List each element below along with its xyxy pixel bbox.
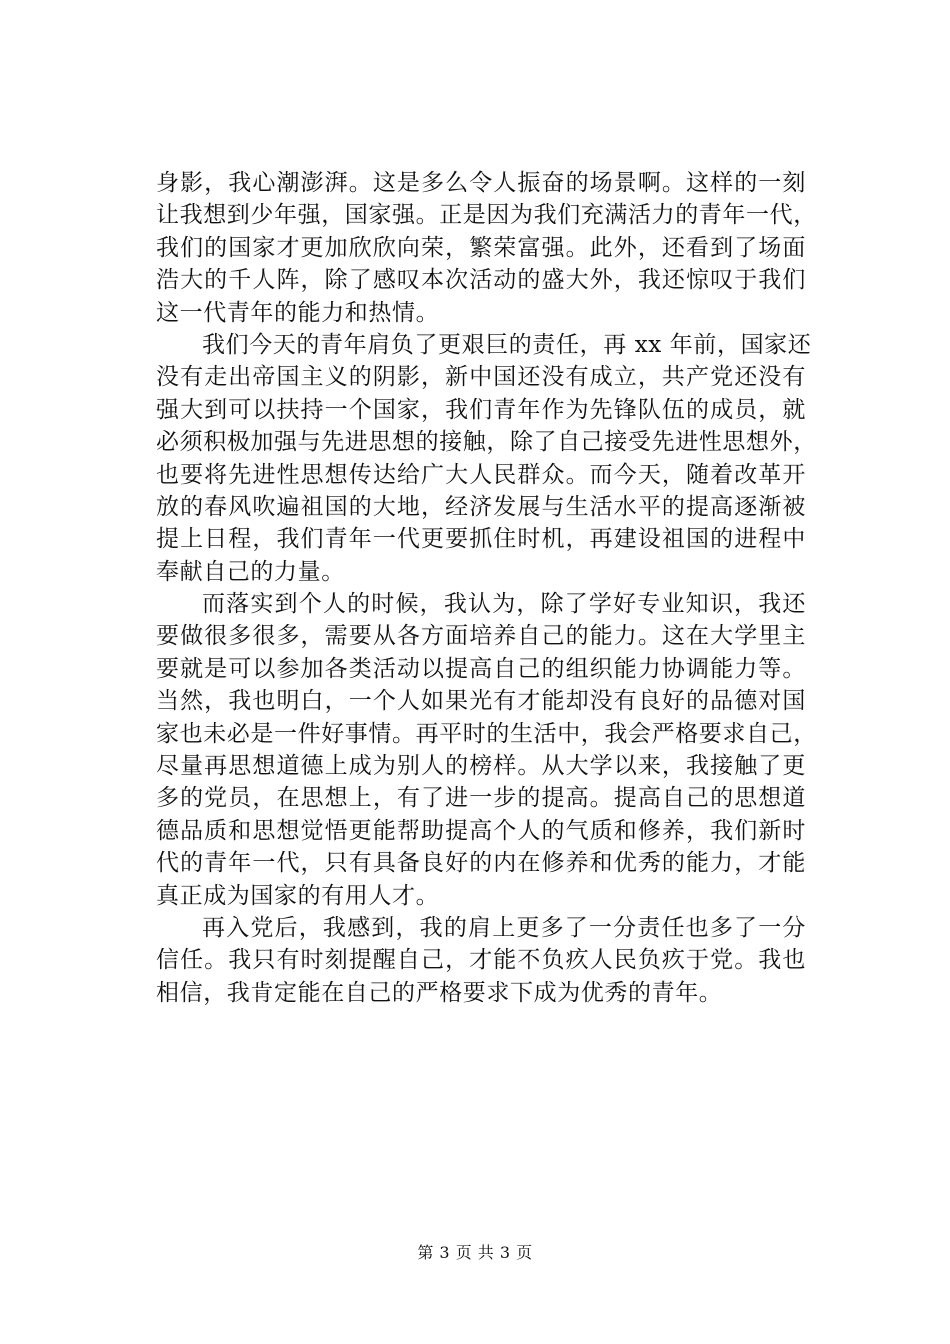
text-line: 再入党后，我感到，我的肩上更多了一分责任也多了一分 (202, 914, 806, 941)
text-line: 没有走出帝国主义的阴影，新中国还没有成立，共产党还没有 (156, 364, 806, 391)
text-line: 多的党员，在思想上，有了进一步的提高。提高自己的思想道 (156, 785, 806, 812)
text-line: 我们的国家才更加欣欣向荣，繁荣富强。此外，还看到了场面 (156, 234, 806, 261)
text-line: 浩大的千人阵，除了感叹本次活动的盛大外，我还惊叹于我们 (156, 267, 806, 294)
text-line: 提上日程，我们青年一代更要抓住时机，再建设祖国的进程中 (156, 526, 806, 553)
text-line: 身影，我心潮澎湃。这是多么令人振奋的场景啊。这样的一刻 (156, 170, 806, 196)
text-line: 必须积极加强与先进思想的接触，除了自己接受先进性思想外， (156, 429, 817, 456)
text-line: 尽量再思想道德上成为别人的榜样。从大学以来，我接触了更 (156, 753, 806, 780)
text-line: 代的青年一代，只有具备良好的内在修养和优秀的能力，才能 (156, 850, 806, 877)
page-footer: 第 3 页 共 3 页 (417, 1243, 533, 1262)
text-line: 信任。我只有时刻提醒自己，才能不负疚人民负疚于党。我也 (156, 947, 806, 974)
document-body (156, 167, 817, 1009)
text-line: 这一代青年的能力和热情。 (156, 299, 440, 326)
paragraph (156, 167, 817, 329)
text-line: 家也未必是一件好事情。再平时的生活中，我会严格要求自己， (156, 720, 817, 747)
paragraph (156, 912, 806, 1009)
text-line: 放的春风吹遍祖国的大地，经济发展与生活水平的提高逐渐被 (156, 493, 806, 520)
text-line: 要做很多很多，需要从各方面培养自己的能力。这在大学里主 (156, 623, 806, 650)
paragraph (156, 588, 817, 912)
text-line: 德品质和思想觉悟更能帮助提高个人的气质和修养，我们新时 (156, 817, 806, 844)
text-line: 真正成为国家的有用人才。 (156, 882, 440, 909)
text-line: 让我想到少年强，国家强。正是因为我们充满活力的青年一代， (156, 202, 817, 229)
text-line: 我们今天的青年肩负了更艰巨的责任，再 xx 年前，国家还 (202, 331, 812, 358)
text-line: 要就是可以参加各类活动以提高自己的组织能力协调能力等。 (156, 655, 806, 682)
text-line: 相信，我肯定能在自己的严格要求下成为优秀的青年。 (156, 979, 723, 1006)
text-line: 强大到可以扶持一个国家，我们青年作为先锋队伍的成员，就 (156, 396, 806, 423)
text-line: 奉献自己的力量。 (156, 558, 345, 585)
text-line: 而落实到个人的时候，我认为，除了学好专业知识，我还 (202, 591, 806, 618)
text-line: 当然，我也明白，一个人如果光有才能却没有良好的品德对国 (156, 688, 806, 715)
text-line: 也要将先进性思想传达给广大人民群众。而今天，随着改革开 (156, 461, 806, 488)
paragraph (156, 329, 817, 588)
